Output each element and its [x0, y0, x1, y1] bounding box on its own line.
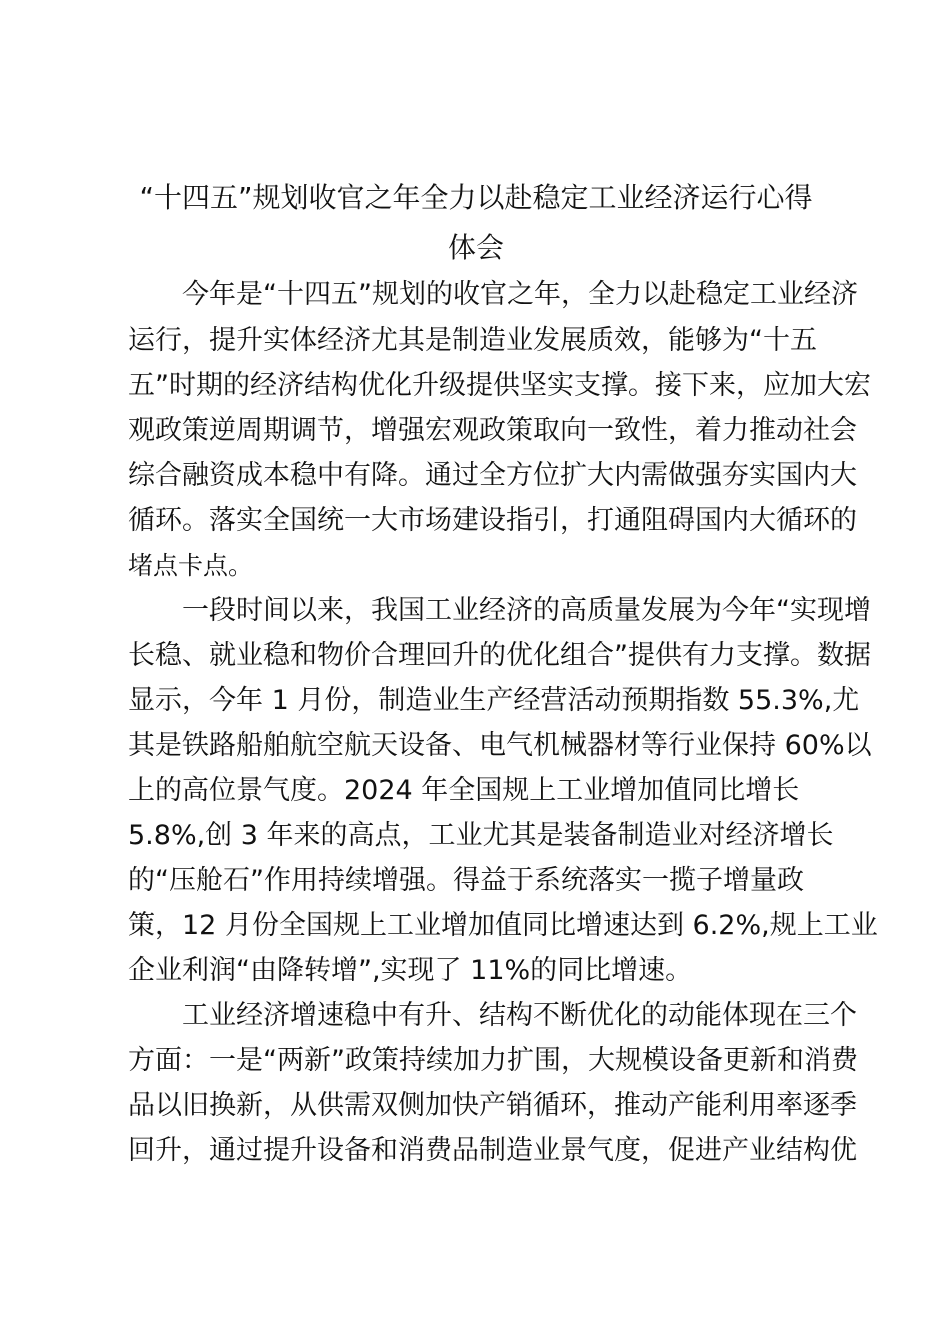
paragraph-1-line-2: 运行，提升实体经济尤其是制造业发展质效，能够为“十五: [128, 325, 817, 356]
paragraph-1-line-4: 观政策逆周期调节，增强宏观政策取向一致性，着力推动社会: [128, 415, 857, 446]
paragraph-3-line-4: 回升，通过提升设备和消费品制造业景气度，促进产业结构优: [128, 1135, 857, 1166]
paragraph-1-line-6: 循环。落实全国统一大市场建设指引，打通阻碍国内大循环的: [128, 505, 857, 536]
paragraph-2-line-2: 长稳、就业稳和物价合理回升的优化组合”提供有力支撑。数据: [128, 640, 871, 671]
paragraph-2-line-5: 上的高位景气度。2024 年全国规上工业增加值同比增长: [128, 775, 800, 806]
paragraph-1-line-3: 五”时期的经济结构优化升级提供坚实支撑。接下来，应加大宏: [128, 370, 871, 401]
paragraph-1-line-7: 堵点卡点。: [128, 551, 254, 580]
document-title-line-1: “十四五”规划收官之年全力以赴稳定工业经济运行心得: [139, 181, 813, 214]
paragraph-2-line-7: 的“压舱石”作用持续增强。得益于系统落实一揽子增量政: [128, 865, 804, 896]
paragraph-3-line-2: 方面：一是“两新”政策持续加力扩围，大规模设备更新和消费: [128, 1045, 858, 1076]
paragraph-2-line-4: 其是铁路船舶航空航天设备、电气机械器材等行业保持 60%以: [128, 730, 872, 761]
paragraph-2-line-1: 一段时间以来，我国工业经济的高质量发展为今年“实现增: [182, 595, 871, 626]
paragraph-2-line-3: 显示，今年 1 月份，制造业生产经营活动预期指数 55.3%,尤: [128, 685, 860, 716]
paragraph-3-line-3: 品以旧换新，从供需双侧加快产销循环，推动产能利用率逐季: [128, 1090, 857, 1121]
paragraph-1-line-5: 综合融资成本稳中有降。通过全方位扩大内需做强夯实国内大: [128, 460, 857, 491]
document-title-line-2: 体会: [447, 231, 504, 264]
paragraph-1-line-1: 今年是“十四五”规划的收官之年，全力以赴稳定工业经济: [182, 279, 858, 310]
paragraph-2-line-9: 企业利润“由降转增”,实现了 11%的同比增速。: [128, 955, 693, 986]
paragraph-2-line-8: 策，12 月份全国规上工业增加值同比增速达到 6.2%,规上工业: [128, 910, 878, 941]
paragraph-2-line-6: 5.8%,创 3 年来的高点，工业尤其是装备制造业对经济增长: [128, 820, 834, 851]
paragraph-3-line-1: 工业经济增速稳中有升、结构不断优化的动能体现在三个: [182, 1000, 857, 1031]
